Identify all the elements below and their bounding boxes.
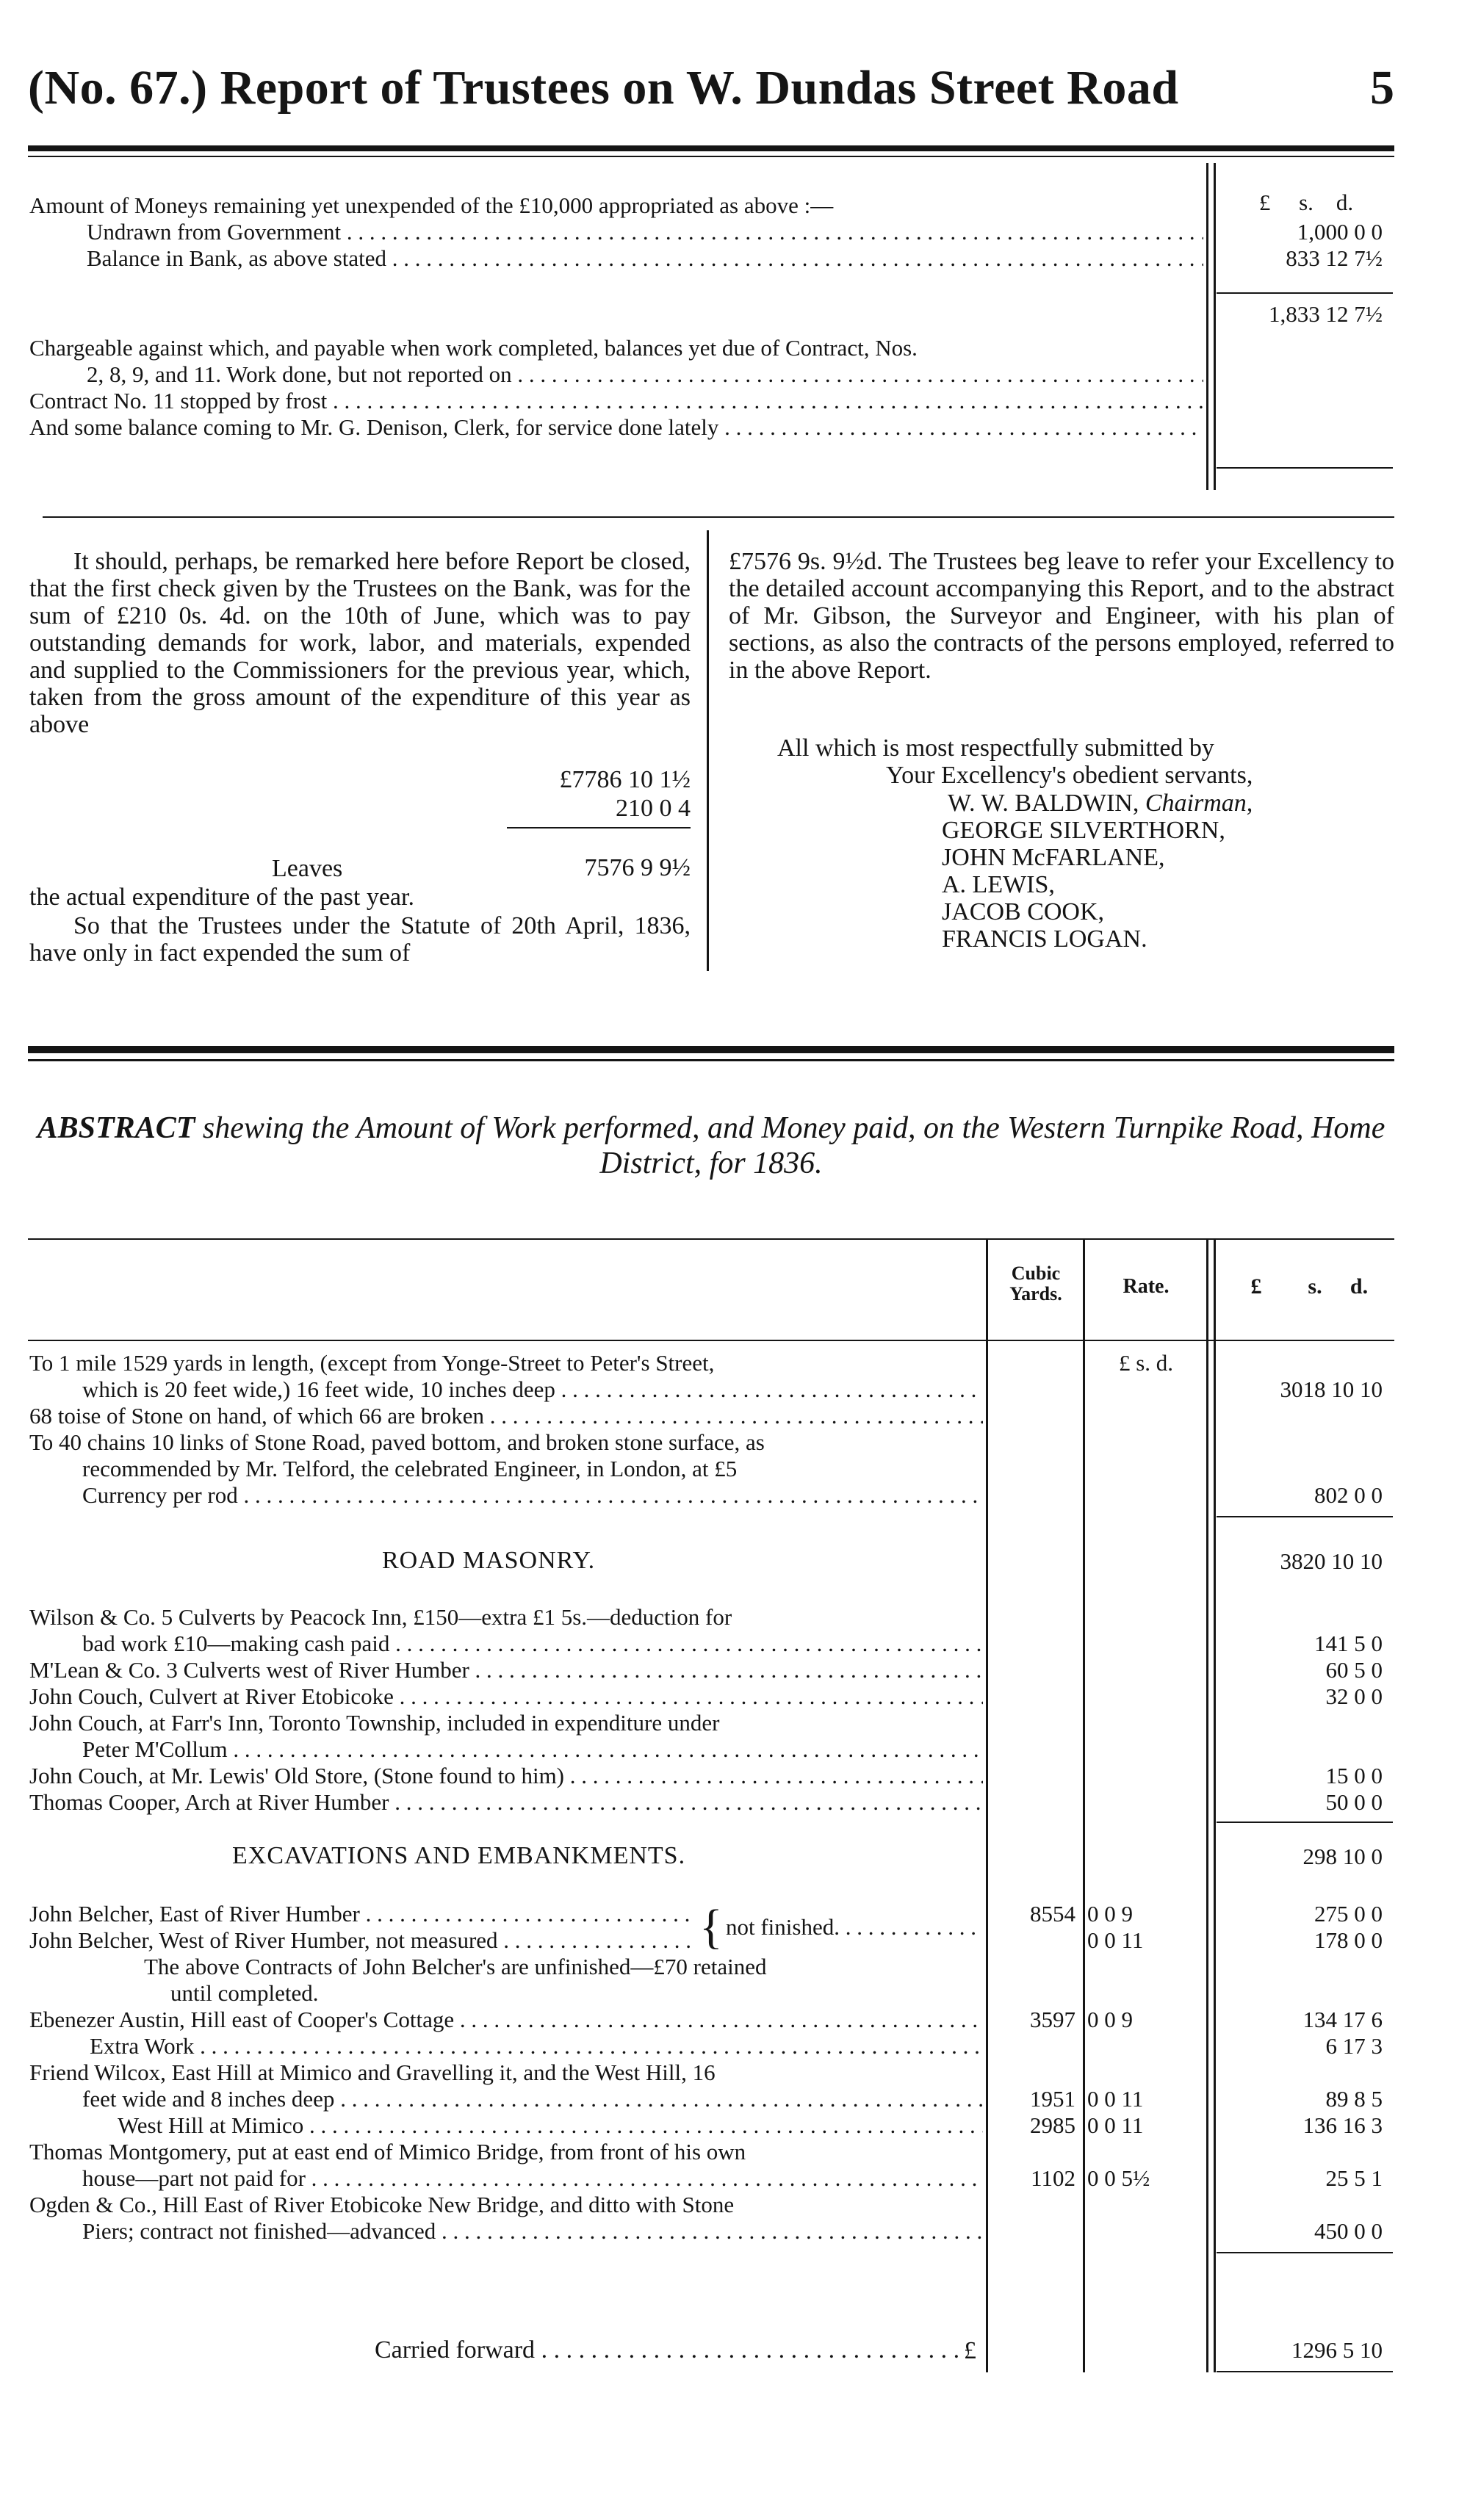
col-head-pence: d. xyxy=(1350,1274,1369,1299)
signatory: JOHN McFARLANE, xyxy=(942,844,1165,871)
excavation-cubic: 1102 xyxy=(1031,2165,1075,2191)
excavation-rate: 0 0 5½ xyxy=(1087,2165,1150,2191)
page-title: (No. 67.) Report of Trustees on W. Dundas Street Road xyxy=(28,61,1179,115)
calc-rule xyxy=(507,827,691,828)
col-head-rate: Rate. xyxy=(1123,1275,1170,1298)
chargeable-row: And some balance coming to Mr. G. Denison, Clerk, for service done lately . . . xyxy=(29,414,1203,441)
belcher-note: not finished. . . . xyxy=(726,1914,983,1940)
excavation-rate: 0 0 11 xyxy=(1087,2112,1144,2138)
abstract-rule-thin xyxy=(28,1059,1394,1061)
excavation-rate: 0 0 11 xyxy=(1087,1927,1144,1953)
moneys-row: Balance in Bank, as above stated . . . xyxy=(87,245,1203,272)
excavation-row: until completed. xyxy=(170,1980,319,2006)
col-head-pound: £ xyxy=(1250,1274,1262,1299)
moneys-bottom-rule xyxy=(1217,467,1393,469)
col-divider-amount xyxy=(1206,1238,1208,2372)
closing-line-2: Your Excellency's obedient servants, xyxy=(886,762,1253,789)
excavation-row: Piers; contract not finished—advanced . . . xyxy=(82,2218,983,2245)
page-number: 5 xyxy=(1370,61,1394,115)
table-bottom-rule xyxy=(1217,2371,1393,2372)
closing-line: All which is most respectfully submitted by xyxy=(777,734,1214,762)
excavation-row: feet wide and 8 inches deep . . . xyxy=(82,2086,983,2112)
excavation-cubic: 8554 xyxy=(1030,1901,1075,1927)
header-rule-thick xyxy=(28,145,1394,151)
masonry-heading: ROAD MASONRY. xyxy=(382,1547,596,1574)
excavation-amount: 134 17 6 xyxy=(1302,2007,1383,2032)
chargeable-row: Chargeable against which, and payable when work completed, balances yet due of Contract, Nos. xyxy=(29,335,918,361)
excavation-row: Extra Work . . . xyxy=(90,2033,983,2059)
abstract-rule-thick xyxy=(28,1046,1394,1053)
excavation-amount: 275 0 0 xyxy=(1314,1901,1383,1927)
excavation-row: John Belcher, West of River Humber, not measured . . . xyxy=(29,1927,691,1954)
excavation-row: West Hill at Mimico . . . xyxy=(118,2112,983,2139)
col-head-shilling: s. xyxy=(1308,1274,1322,1299)
road-row: which is 20 feet wide,) 16 feet wide, 10 inches deep . . . xyxy=(82,1376,983,1403)
masonry-row: M'Lean & Co. 3 Culverts west of River Humber . . . xyxy=(29,1657,983,1683)
col-divider-amount-2 xyxy=(1214,1238,1216,2372)
moneys-column-divider-2 xyxy=(1214,163,1216,490)
masonry-amount: 50 0 0 xyxy=(1325,1789,1383,1815)
excavation-heading: EXCAVATIONS AND EMBANKMENTS. xyxy=(232,1842,686,1869)
masonry-amount: 32 0 0 xyxy=(1325,1683,1383,1709)
chargeable-row: Contract No. 11 stopped by frost . . . xyxy=(29,388,1203,414)
masonry-amount: 15 0 0 xyxy=(1325,1763,1383,1788)
signatory: GEORGE SILVERTHORN, xyxy=(942,817,1225,844)
excavation-row: Friend Wilcox, East Hill at Mimico and Gravelling it, and the West Hill, 16 xyxy=(29,2059,716,2085)
road-row: To 40 chains 10 links of Stone Road, paved bottom, and broken stone surface, as xyxy=(29,1429,765,1455)
moneys-row: Amount of Moneys remaining yet unexpended of the £10,000 appropriated as above :— xyxy=(29,192,834,218)
masonry-row: John Couch, at Mr. Lewis' Old Store, (Stone found to him) . . . xyxy=(29,1763,983,1789)
masonry-amount: 60 5 0 xyxy=(1325,1657,1383,1683)
road-row: To 1 mile 1529 yards in length, (except from Yonge-Street to Peter's Street, xyxy=(29,1350,715,1376)
remarks-left-final: So that the Trustees under the Statute of 20th April, 1836, have only in fact expended the sum of xyxy=(29,912,691,967)
excavation-rate: 0 0 11 xyxy=(1087,2086,1144,2112)
signatory-role: Chairman, xyxy=(1145,790,1253,817)
road-row: recommended by Mr. Telford, the celebrated Engineer, in London, at £5 xyxy=(82,1456,738,1481)
signatory: JACOB COOK, xyxy=(942,898,1105,925)
excavation-amount: 89 8 5 xyxy=(1325,2086,1383,2112)
calc-amount: £7786 10 1½ xyxy=(559,766,691,793)
abstract-title: ABSTRACT shewing the Amount of Work performed, and Money paid, on the Western Turnpike Road, Home District, for 1836. xyxy=(37,1111,1385,1180)
masonry-amount: 141 5 0 xyxy=(1314,1631,1383,1656)
signatory: W. W. BALDWIN, Chairman, xyxy=(948,790,1253,817)
excavation-row: house—part not paid for . . . xyxy=(82,2165,983,2192)
masonry-row: Wilson & Co. 5 Culverts by Peacock Inn, £150—extra £1 5s.—deduction for xyxy=(29,1604,732,1630)
road-row: 68 toise of Stone on hand, of which 66 are broken . . . xyxy=(29,1403,983,1429)
pence-head: d. xyxy=(1336,189,1354,215)
calc-leaves-label: Leaves xyxy=(272,855,343,882)
masonry-row: bad work £10—making cash paid . . . xyxy=(82,1631,983,1657)
shilling-head: s. xyxy=(1299,189,1314,215)
carried-forward-label: Carried forward . . . xyxy=(375,2337,962,2364)
masonry-row: John Couch, Culvert at River Etobicoke . . . xyxy=(29,1683,983,1710)
remarks-left-paragraph: It should, perhaps, be remarked here before Report be closed, that the first check given by the Trustees on the Bank, was for the sum of £210 0s. 4d. on the 10th of June, which was to pay outstanding demands for work, labor, and materials, expended and supplied to the Commissioners for the previous year, which, taken from the gross amount of the expenditure of this year as above xyxy=(29,548,691,738)
excavation-row: Ebenezer Austin, Hill east of Cooper's Cottage . . . xyxy=(29,2007,983,2033)
moneys-amount: 1,000 0 0 xyxy=(1297,219,1383,245)
masonry-total: 298 10 0 xyxy=(1302,1844,1383,1869)
road-row: Currency per rod . . . xyxy=(82,1482,983,1509)
remarks-column-divider xyxy=(707,530,709,971)
remarks-right-paragraph: £7576 9s. 9½d. The Trustees beg leave to refer your Excellency to the detailed account accompanying this Report, and to the abstract of Mr. Gibson, the Surveyor and Engineer, with his plan of sections, as also the contracts of the persons employed, referred to in the above Report. xyxy=(729,548,1394,684)
after-calc-text: the actual expenditure of the past year. xyxy=(29,884,414,911)
abstract-table-top-rule xyxy=(28,1238,1394,1240)
excavation-row: Ogden & Co., Hill East of River Etobicoke New Bridge, and ditto with Stone xyxy=(29,2192,735,2217)
excavation-cubic: 1951 xyxy=(1030,2086,1075,2112)
excavation-amount: 178 0 0 xyxy=(1314,1927,1383,1953)
carried-pound-symbol: £ xyxy=(964,2337,976,2364)
masonry-total-rule xyxy=(1217,1822,1393,1823)
calc-amount: 7576 9 9½ xyxy=(584,854,691,881)
road-total-rule xyxy=(1217,1516,1393,1517)
carried-rule xyxy=(1217,2252,1393,2253)
signatory: FRANCIS LOGAN. xyxy=(942,925,1147,953)
rate-subhead: £ s. d. xyxy=(1118,1350,1174,1376)
excavation-rate: 0 0 9 xyxy=(1087,2007,1133,2032)
pound-head: £ xyxy=(1258,189,1271,215)
excavation-amount: 25 5 1 xyxy=(1325,2165,1383,2191)
excavation-cubic: 3597 xyxy=(1030,2007,1075,2032)
carried-forward-amount: 1296 5 10 xyxy=(1291,2337,1383,2363)
moneys-column-divider xyxy=(1206,163,1208,490)
masonry-row: Thomas Cooper, Arch at River Humber . . . xyxy=(29,1789,983,1816)
excavation-row: Thomas Montgomery, put at east end of Mimico Bridge, from front of his own xyxy=(29,2139,746,2165)
signatory: A. LEWIS, xyxy=(942,871,1055,898)
header-rule-thin xyxy=(28,156,1394,157)
chargeable-row: 2, 8, 9, and 11. Work done, but not reported on . . . xyxy=(87,361,1203,388)
col-head-cubic: Cubic Yards. xyxy=(1009,1263,1062,1304)
page-header xyxy=(28,60,1394,123)
section-rule xyxy=(43,516,1394,518)
moneys-row: Undrawn from Government . . . xyxy=(87,219,1203,245)
moneys-total-rule xyxy=(1217,292,1393,294)
abstract-table-head-rule xyxy=(28,1340,1394,1341)
excavation-cubic: 2985 xyxy=(1030,2112,1075,2138)
excavation-row: John Belcher, East of River Humber . . . xyxy=(29,1901,691,1927)
col-divider-cubic xyxy=(986,1238,988,2372)
moneys-amount: 833 12 7½ xyxy=(1286,245,1383,271)
col-divider-rate xyxy=(1083,1238,1085,2372)
road-amount: 802 0 0 xyxy=(1314,1482,1383,1508)
currency-heads xyxy=(1225,189,1387,216)
masonry-row: John Couch, at Farr's Inn, Toronto Township, included in expenditure under xyxy=(29,1710,720,1736)
excavation-amount: 6 17 3 xyxy=(1325,2033,1383,2059)
road-total: 3820 10 10 xyxy=(1280,1548,1383,1574)
moneys-total: 1,833 12 7½ xyxy=(1269,301,1383,327)
calc-amount: 210 0 4 xyxy=(616,795,691,822)
brace-symbol: { xyxy=(699,1900,723,1954)
road-amount: 3018 10 10 xyxy=(1280,1376,1383,1402)
excavation-amount: 136 16 3 xyxy=(1302,2112,1383,2138)
masonry-row: Peter M'Collum . . . xyxy=(82,1736,983,1763)
excavation-row: The above Contracts of John Belcher's are unfinished—£70 retained xyxy=(144,1954,767,1979)
excavation-rate: 0 0 9 xyxy=(1087,1901,1133,1927)
excavation-amount: 450 0 0 xyxy=(1314,2218,1383,2244)
